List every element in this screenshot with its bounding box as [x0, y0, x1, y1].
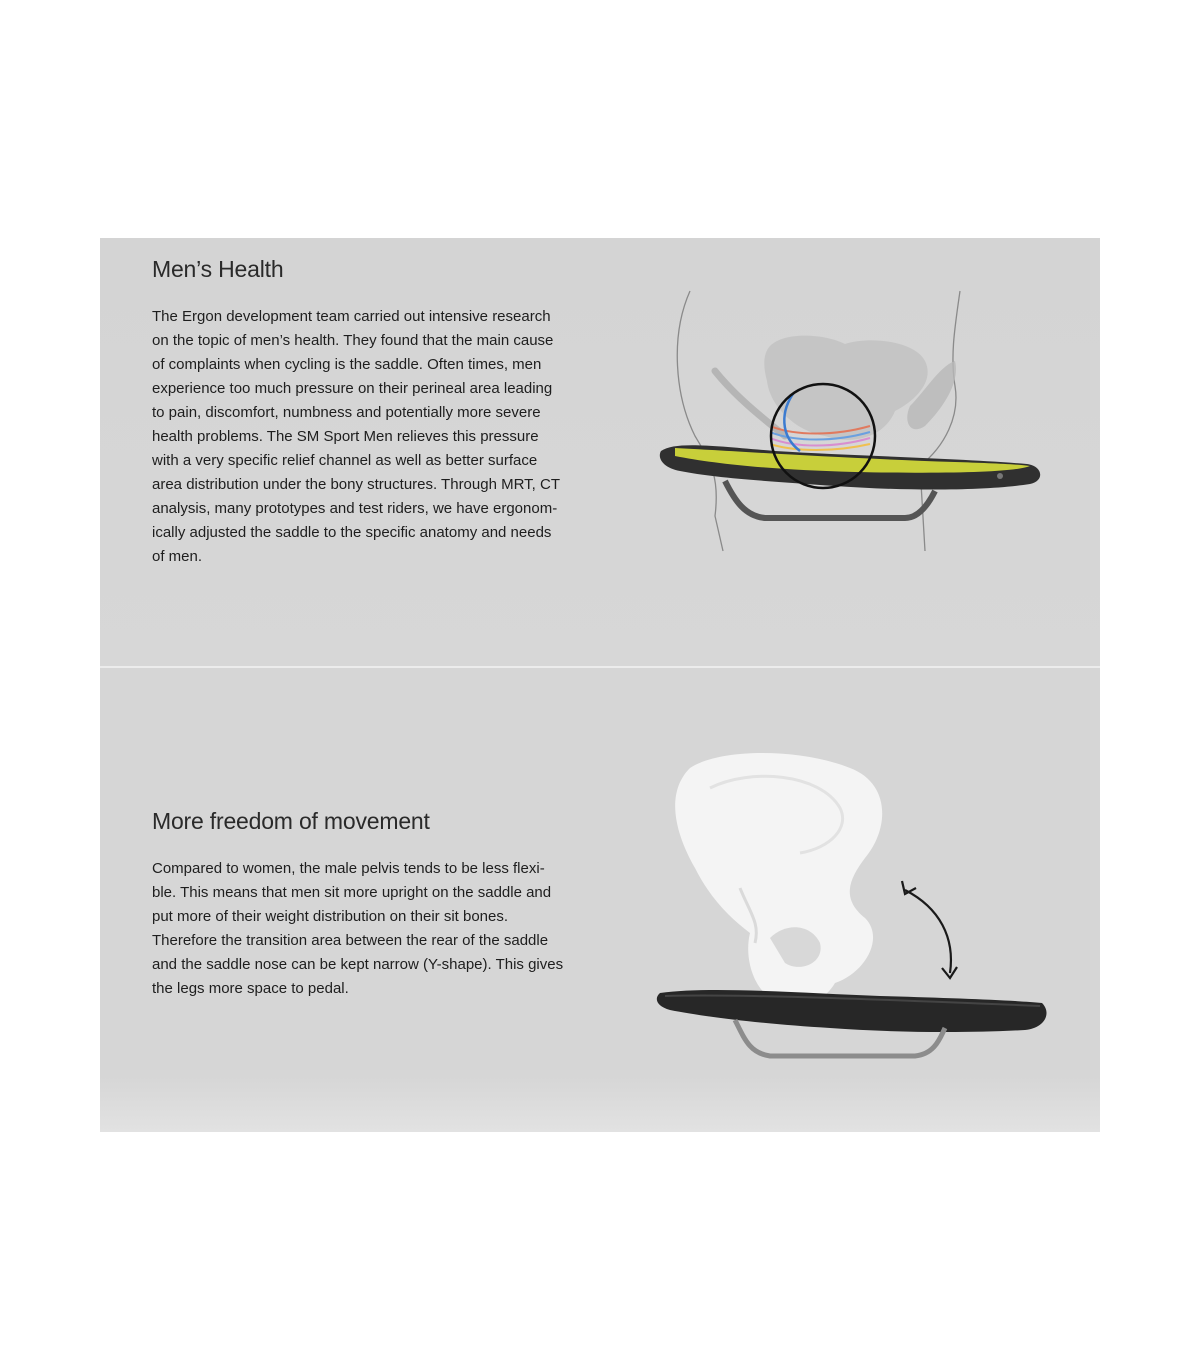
- section-title: Men’s Health: [152, 256, 284, 282]
- freedom-of-movement-section: [100, 668, 1100, 1132]
- text-line: Therefore the transition area between the rear of the saddle: [152, 932, 549, 949]
- text-line: ically adjusted the saddle to the specific anatomy and needs: [152, 524, 552, 541]
- text-line: put more of their weight distribution on their sit bones.: [152, 908, 509, 925]
- text-line: health problems. The SM Sport Men relieves this pressure: [152, 428, 539, 445]
- text-line: of complaints when cycling is the saddle. Often times, men: [152, 356, 542, 373]
- text-line: to pain, discomfort, numbness and potentially more severe: [152, 404, 541, 421]
- text-line: area distribution under the bony structures. Through MRT, CT: [152, 476, 560, 493]
- mens-health-section: [100, 238, 1100, 666]
- text-line: on the topic of men’s health. They found that the main cause: [152, 332, 554, 349]
- text-line: of men.: [152, 548, 203, 565]
- text-line: ble. This means that men sit more upright on the saddle and: [152, 884, 552, 901]
- text-line: The Ergon development team carried out intensive research: [152, 308, 551, 325]
- section-body: [152, 305, 602, 569]
- section-title: More freedom of movement: [152, 808, 430, 834]
- text-line: experience too much pressure on their perineal area leading: [152, 380, 553, 397]
- text-line: and the saddle nose can be kept narrow (Y-shape). This gives: [152, 956, 564, 973]
- text-line: Compared to women, the male pelvis tends to be less flexi-: [152, 860, 545, 877]
- curved-double-arrow-icon: [902, 881, 957, 978]
- pelvis-saddle-illustration: [650, 748, 1060, 1088]
- text-line: with a very specific relief channel as well as better surface: [152, 452, 538, 469]
- text-line: the legs more space to pedal.: [152, 980, 349, 997]
- text-line: analysis, many prototypes and test riders, we have ergonom-: [152, 500, 558, 517]
- section-body: [152, 857, 602, 1001]
- anatomy-cross-section-illustration: [655, 286, 1055, 556]
